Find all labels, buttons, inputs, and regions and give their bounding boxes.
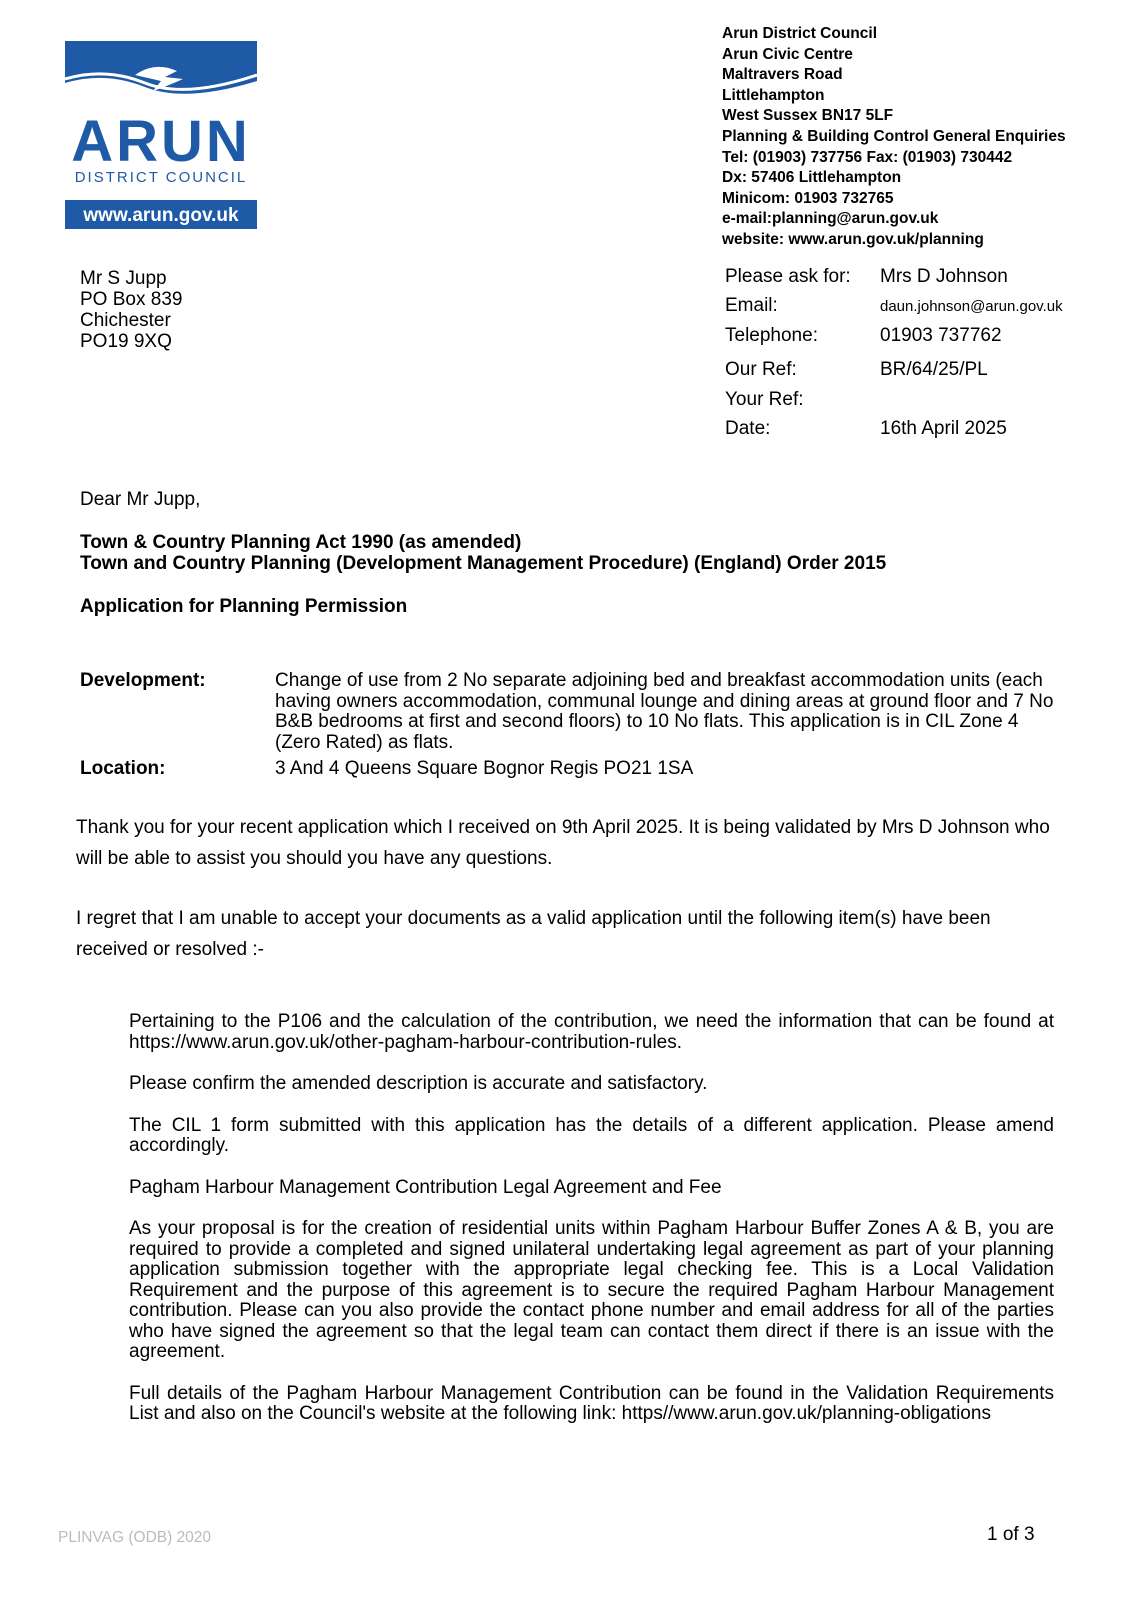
required-item: Full details of the Pagham Harbour Management Contribution can be found in the Validation Requirements List and also on the Council's website at the following link: https//www.arun.gov.uk/planning-obligations [129, 1382, 1054, 1424]
heading: Town and Country Planning (Development Management Procedure) (England) Order 2015 [80, 553, 887, 574]
recipient-address [80, 268, 182, 352]
heading: Town & Country Planning Act 1990 (as amended) [80, 532, 522, 553]
form-code: PLINVAG (ODB) 2020 [58, 1529, 212, 1546]
development-description: Change of use from 2 No separate adjoining bed and breakfast accommodation units (each having owners accommodation, communal lounge and dining areas at ground floor and 7 No B&B bedrooms at first and second floors) to 10 No flats. This application is in CIL Zone 4 (Zero Rated) as flats. [275, 670, 1054, 753]
address-line: Chichester [80, 310, 171, 331]
ask-for: Mrs D Johnson [880, 265, 1008, 287]
invalid-paragraph: I regret that I am unable to accept your documents as a valid application until the following item(s) have been received or resolved :- [76, 908, 991, 960]
label: Our Ref: [725, 359, 797, 381]
required-items [129, 1012, 1054, 1446]
required-item: Pertaining to the P106 and the calculation of the contribution, we need the information that can be found at https://www.arun.gov.uk/other-pagham-harbour-contribution-rules. [129, 1011, 1054, 1053]
email: e-mail:planning@arun.gov.uk [722, 210, 939, 228]
address-line: PO Box 839 [80, 289, 183, 310]
location-label: Location: [80, 758, 166, 779]
officer-email: daun.johnson@arun.gov.uk [880, 297, 1063, 315]
phone-fax: Tel: (01903) 737756 Fax: (01903) 730442 [722, 148, 1013, 166]
required-item: As your proposal is for the creation of residential units within Pagham Harbour Buffer Zones A & B, you are required to provide a completed and signed unilateral undertaking legal agreement as part of your planning application submission together with the appropriate legal checking fee. This is a Local Validation Requirement and the purpose of this agreement is to secure the required Pagham Harbour Management contribution. Please can you also provide the contact phone number and email address for all of the parties who have signed the agreement so that the legal team can contact them direct if there is an issue with the agreement. [129, 1218, 1054, 1362]
act-headings [80, 532, 886, 574]
svg-text:www.arun.gov.uk: www.arun.gov.uk [83, 205, 239, 226]
application-details [80, 671, 1055, 780]
address-line: Arun District Council [722, 25, 878, 42]
address-line: Maltravers Road [722, 66, 843, 84]
required-item: Please confirm the amended description is accurate and satisfactory. [129, 1073, 708, 1094]
svg-text:ARUN: ARUN [71, 109, 251, 174]
letter-date: 16th April 2025 [880, 418, 1007, 440]
recipient-name: Mr S Jupp [80, 268, 167, 289]
postcode: PO19 9XQ [80, 331, 172, 352]
address-line: Arun Civic Centre [722, 45, 853, 63]
label: Your Ref: [725, 388, 804, 410]
contact-details [725, 262, 1063, 444]
minicom: Minicom: 01903 732765 [722, 189, 894, 207]
label: Email: [725, 295, 778, 317]
location-value: 3 And 4 Queens Square Bognor Regis PO21 1SA [275, 758, 694, 779]
address-line: Planning & Building Control General Enquiries [722, 127, 1066, 145]
required-item: Pagham Harbour Management Contribution Legal Agreement and Fee [129, 1176, 722, 1198]
our-ref: BR/64/25/PL [880, 359, 988, 381]
intro-paragraph: Thank you for your recent application which I received on 9th April 2025. It is being validated by Mrs D Johnson who will be able to assist you should you have any questions. [76, 817, 1050, 869]
label: Telephone: [725, 324, 818, 346]
label: Date: [725, 418, 771, 440]
label: Please ask for: [725, 265, 851, 287]
required-item: The CIL 1 form submitted with this application has the details of a different application. Please amend accordingly. [129, 1114, 1054, 1156]
page-number: 1 of 3 [987, 1524, 1035, 1545]
council-address [722, 24, 1066, 251]
address-line: Littlehampton [722, 86, 825, 104]
application-title: Application for Planning Permission [80, 596, 408, 617]
address-line: West Sussex BN17 5LF [722, 107, 894, 125]
dx: Dx: 57406 Littlehampton [722, 169, 902, 187]
telephone: 01903 737762 [880, 324, 1002, 346]
website: website: www.arun.gov.uk/planning [722, 230, 984, 248]
salutation: Dear Mr Jupp, [80, 489, 201, 510]
arun-logo [65, 41, 257, 233]
svg-text:DISTRICT COUNCIL: DISTRICT COUNCIL [74, 169, 248, 186]
development-label: Development: [80, 670, 206, 691]
